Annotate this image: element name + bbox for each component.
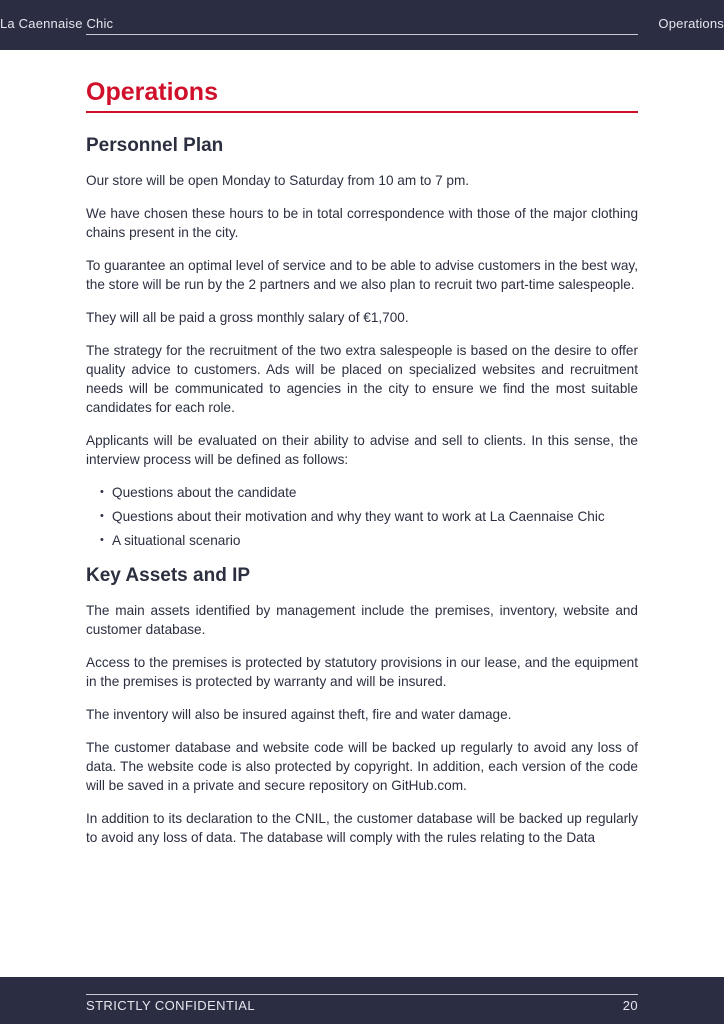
paragraph: Applicants will be evaluated on their ability to advise and sell to clients. In this sense, the interview process will be defined as follows: (86, 433, 638, 467)
paragraph: They will all be paid a gross monthly salary of €1,700. (86, 310, 409, 325)
header-company-name: La Caennaise Chic (0, 16, 114, 31)
paragraph: The inventory will also be insured against theft, fire and water damage. (86, 707, 512, 722)
header-rule (86, 0, 638, 35)
interview-process-list (86, 483, 638, 550)
paragraph: In addition to its declaration to the CNIL, the customer database will be backed up regularly to avoid any loss of data. The database will comply with the rules relating to the Data (86, 811, 638, 845)
footer-rule (86, 994, 638, 995)
paragraph: Access to the premises is protected by statutory provisions in our lease, and the equipment in the premises is protected by warranty and will be insured. (86, 655, 638, 689)
page-footer (0, 977, 724, 1024)
paragraph: The customer database and website code will be backed up regularly to avoid any loss of data. The website code is also protected by copyright. In addition, each version of the code will be saved in a private and secure repository on GitHub.com. (86, 740, 638, 793)
paragraph: To guarantee an optimal level of service and to be able to advise customers in the best way, the store will be run by the 2 partners and we also plan to recruit two part-time salespeople. (86, 258, 638, 292)
header-section-name: Operations (658, 16, 724, 31)
paragraph: We have chosen these hours to be in total correspondence with those of the major clothing chains present in the city. (86, 206, 638, 240)
confidentiality-label: STRICTLY CONFIDENTIAL (86, 998, 255, 1013)
paragraph: The main assets identified by management include the premises, inventory, website and customer database. (86, 603, 638, 637)
list-item: • Questions about their motivation and why they want to work at La Caennaise Chic (86, 507, 638, 526)
key-assets-heading: Key Assets and IP (86, 565, 251, 586)
page-title: Operations (86, 76, 638, 113)
page-header (0, 0, 724, 50)
list-item: • Questions about the candidate (86, 483, 638, 502)
paragraph: The strategy for the recruitment of the two extra salespeople is based on the desire to offer quality advice to customers. Ads will be placed on specialized websites and recruitment needs will be communicated to agencies in the city to ensure we find the most suitable candidates for each role. (86, 343, 638, 415)
list-item: • A situational scenario (86, 531, 638, 550)
page-number: 20 (622, 998, 638, 1013)
page-content (86, 76, 638, 847)
personnel-plan-heading: Personnel Plan (86, 135, 224, 156)
paragraph: Our store will be open Monday to Saturday from 10 am to 7 pm. (86, 173, 470, 188)
